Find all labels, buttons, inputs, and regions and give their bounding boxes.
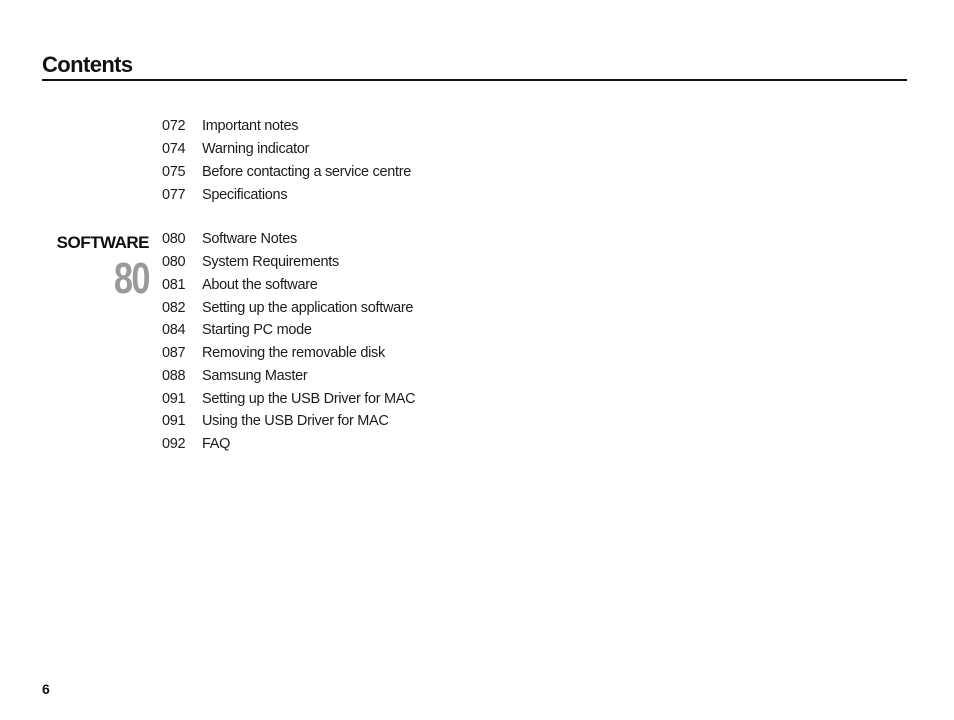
toc-entry-title: Using the USB Driver for MAC [202,413,389,430]
toc-entry-title: Setting up the USB Driver for MAC [202,390,416,407]
toc-entry-title: FAQ [202,436,231,453]
toc-entry-title: System Requirements [202,254,339,271]
toc-entry-title: Samsung Master [202,367,308,384]
section-start-page-number: 80 [113,254,149,303]
toc-page-number: 074 [162,141,186,158]
page-number: 6 [42,681,50,697]
toc-page-number: 082 [162,299,186,316]
toc-list-general [162,115,411,206]
toc-entry-title: Removing the removable disk [202,345,385,362]
toc-page-number: 075 [162,163,186,180]
toc-entry-title: Setting up the application software [202,299,414,316]
toc-page-number: 088 [162,367,186,384]
toc-page-number: 080 [162,231,186,248]
toc-page-number: 081 [162,276,186,293]
toc-list-software [162,228,415,456]
toc-entry[interactable] [162,319,415,342]
section-label-software: SOFTWARE [56,233,149,252]
title-divider [42,79,907,81]
toc-entry[interactable] [162,228,415,251]
toc-page-number: 080 [162,254,186,271]
toc-entry-title: Important notes [202,118,299,135]
toc-entry[interactable] [162,251,415,274]
toc-page-number: 077 [162,186,186,203]
toc-page-number: 092 [162,436,186,453]
toc-entry[interactable] [162,138,411,161]
toc-entry[interactable] [162,433,415,456]
toc-entry[interactable] [162,296,415,319]
toc-page-number: 072 [162,118,186,135]
toc-entry[interactable] [162,387,415,410]
toc-page-number: 091 [162,413,186,430]
toc-entry[interactable] [162,365,415,388]
toc-entry-title: Before contacting a service centre [202,163,412,180]
toc-entry[interactable] [162,410,415,433]
toc-entry[interactable] [162,342,415,365]
toc-entry-title: About the software [202,276,318,293]
toc-entry[interactable] [162,274,415,297]
toc-entry-title: Specifications [202,186,288,203]
toc-entry-title: Warning indicator [202,141,310,158]
toc-entry[interactable] [162,183,411,206]
toc-entry-title: Software Notes [202,231,297,248]
toc-entry[interactable] [162,161,411,184]
toc-entry[interactable] [162,115,411,138]
toc-page-number: 087 [162,345,186,362]
toc-page-number: 084 [162,322,186,339]
page-title: Contents [42,52,133,77]
toc-entry-title: Starting PC mode [202,322,312,339]
toc-page-number: 091 [162,390,186,407]
